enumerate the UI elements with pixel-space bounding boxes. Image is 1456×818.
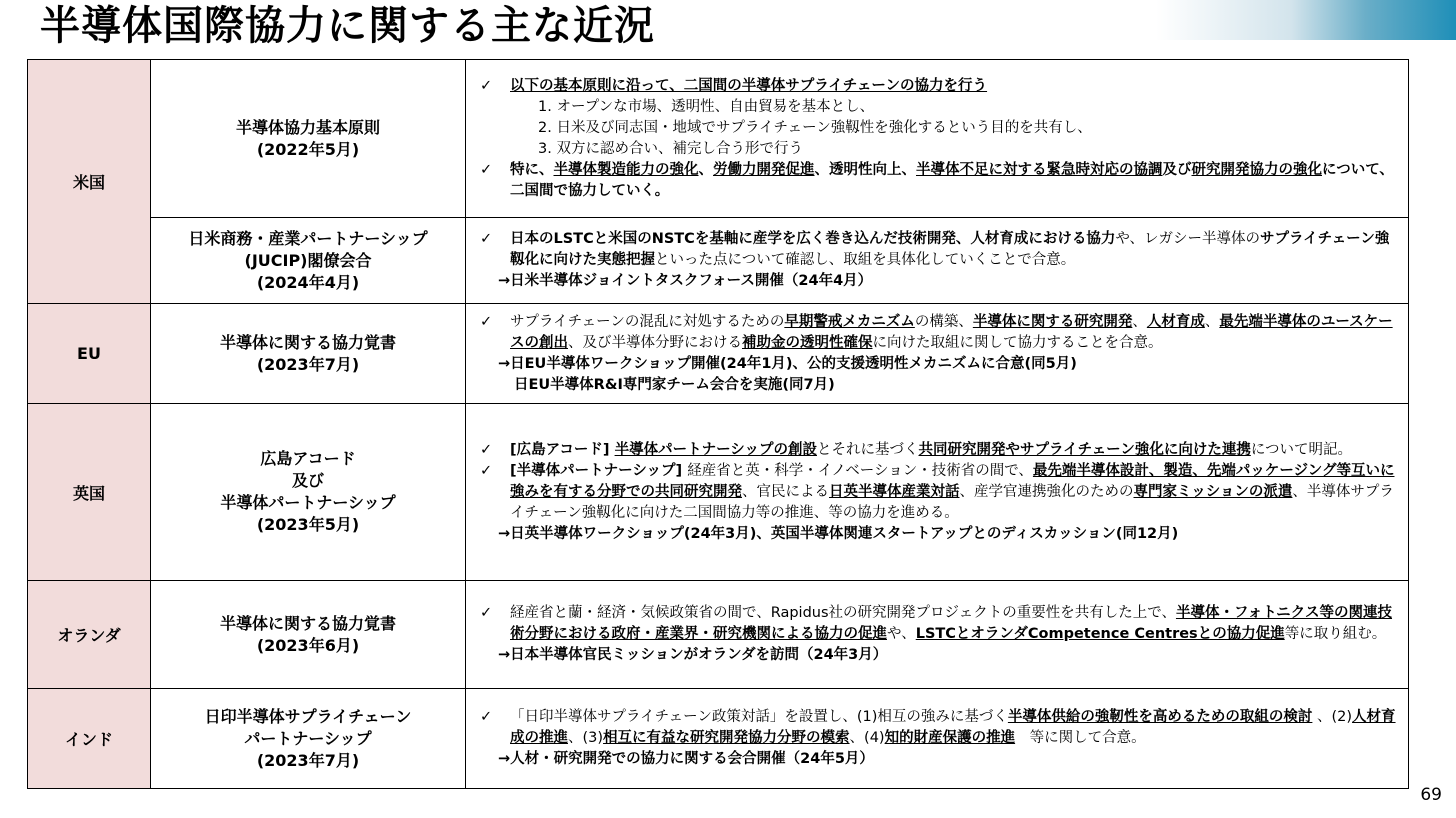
country-cell-uk: 英国 — [28, 404, 151, 581]
agreement-date: (2024年4月) — [256, 272, 360, 292]
detail-cell — [466, 404, 1409, 581]
check-item: ✓ 日本のLSTCと米国のNSTCを基軸に産学を広く巻き込んだ技術開発、人材育成における協力や、レガシー半導体のサプライチェーン強靱化に向けた実態把握といった点について確認し、取組を具体化していくことで合意。 — [480, 231, 1390, 268]
checkmark-icon: ✓ — [480, 313, 493, 330]
check-item: ✓ 経産省と蘭・経済・気候政策省の間で、Rapidus社の研究開発プロジェクトの重要性を共有した上で、半導体・フォトニクス等の関連技術分野における政府・産業界・研究機関による協力の促進や、LSTCとオランダCompetence Centresとの協力促進等に取り組む。 — [480, 605, 1393, 642]
header-accent-gradient — [1156, 0, 1456, 40]
detail-cell — [466, 689, 1409, 789]
checkmark-icon: ✓ — [480, 709, 493, 725]
agreement-cell — [151, 689, 466, 789]
agreement-name: 日印半導体サプライチェーン — [204, 706, 412, 726]
agreement-cell — [151, 304, 466, 404]
checkmark-icon: ✓ — [480, 77, 493, 94]
agreement-cell — [151, 581, 466, 689]
followup-note: →日英半導体ワークショップ(24年3月)、英国半導体関連スタートアップとのディスカッション(同12月) — [498, 525, 1179, 542]
followup-note: →人材・研究開発での協力に関する会合開催（24年5月） — [498, 751, 874, 767]
agreement-name: 半導体パートナーシップ — [220, 493, 396, 512]
agreement-cell — [151, 218, 466, 304]
country-cell-india: インド — [28, 689, 151, 789]
checkmark-icon: ✓ — [480, 605, 493, 621]
agreement-name: 及び — [291, 471, 324, 490]
agreement-cell — [151, 404, 466, 581]
agreement-date: (2023年7月) — [256, 354, 360, 374]
check-item: ✓ [半導体パートナーシップ] 経産省と英・科学・イノベーション・技術省の間で、最先端半導体設計、製造、先端パッケージング等互いに強みを有する分野での共同研究開発、官民による日英半導体産業対話、産学官連携強化のための専門家ミッションの派遣、半導体サプライチェーン強靱化に向けた二国間協力等の推進、等の協力を進める。 — [480, 462, 1395, 521]
checkmark-icon: ✓ — [480, 441, 493, 458]
page-number: 69 — [1420, 785, 1442, 805]
agreement-date: (2023年7月) — [256, 750, 360, 770]
table-row-eu — [28, 304, 1409, 404]
table-row-uk — [28, 404, 1409, 581]
checkmark-icon: ✓ — [480, 231, 493, 247]
country-cell-netherlands: オランダ — [28, 581, 151, 689]
page-title: 半導体国際協力に関する主な近況 — [40, 3, 655, 49]
agreement-name: 半導体に関する協力覚書 — [219, 613, 396, 633]
agreement-name: 広島アコード — [260, 449, 356, 468]
cooperation-table — [27, 59, 1409, 789]
followup-note: →日EU半導体ワークショップ開催(24年1月)、公的支援透明性メカニズムに合意(同5月) — [498, 355, 1077, 372]
agreement-name: 半導体に関する協力覚書 — [219, 332, 396, 352]
detail-cell — [466, 304, 1409, 404]
country-cell-us: 米国 — [28, 60, 151, 304]
followup-note: 日EU半導体R&I専門家チーム会合を実施(同7月) — [514, 376, 835, 393]
check-text: 以下の基本原則に沿って、二国間の半導体サプライチェーンの協力を行う — [510, 77, 988, 94]
sub-item: 1. オープンな市場、透明性、自由貿易を基本とし、 — [538, 98, 875, 115]
followup-note: →日米半導体ジョイントタスクフォース開催（24年4月） — [498, 273, 873, 289]
check-item — [480, 76, 1398, 97]
agreement-cell — [151, 60, 466, 218]
followup-note: →日本半導体官民ミッションがオランダを訪問（24年3月） — [498, 647, 888, 663]
check-item: ✓ [広島アコード] 半導体パートナーシップの創設とそれに基づく共同研究開発やサプライチェーン強化に向けた連携について明記。 — [480, 440, 1398, 461]
agreement-name: 半導体協力基本原則 — [235, 117, 380, 137]
table-row-netherlands — [28, 581, 1409, 689]
sub-item: 3. 双方に認め合い、補完し合う形で行う — [538, 140, 803, 157]
agreement-name: パートナーシップ — [244, 728, 372, 748]
table-row-us-2 — [28, 218, 1409, 304]
agreement-date: (2023年5月) — [256, 515, 360, 534]
sub-item: 2. 日米及び同志国・地域でサプライチェーン強靱性を強化するという目的を共有し、 — [538, 119, 1092, 136]
checkmark-icon: ✓ — [480, 161, 493, 178]
detail-cell — [466, 60, 1409, 218]
detail-cell — [466, 218, 1409, 304]
check-item: ✓ 特に、半導体製造能力の強化、労働力開発促進、透明性向上、半導体不足に対する緊急時対応の協調及び研究開発協力の強化について、二国間で協力していく。 — [480, 161, 1394, 199]
country-cell-eu: EU — [28, 304, 151, 404]
detail-cell — [466, 581, 1409, 689]
check-item: ✓ サプライチェーンの混乱に対処するための早期警戒メカニズムの構築、半導体に関する研究開発、人材育成、最先端半導体のユースケースの創出、及び半導体分野における補助金の透明性確保に向けた取組に関して協力することを合意。 — [480, 313, 1393, 351]
agreement-name: (JUCIP)閣僚会合 — [244, 250, 372, 270]
table-row-india — [28, 689, 1409, 789]
agreement-date: (2023年6月) — [256, 635, 360, 655]
checkmark-icon: ✓ — [480, 462, 493, 479]
agreement-name: 日米商務・産業パートナーシップ — [188, 228, 428, 248]
agreement-date: (2022年5月) — [256, 139, 360, 159]
table-row-us-1 — [28, 60, 1409, 218]
check-item: ✓ 「日印半導体サプライチェーン政策対話」を設置し、(1)相互の強みに基づく半導体供給の強靭性を高めるための取組の検討 、(2)人材育成の推進、(3)相互に有益な研究開発協力分野の模索、(4)知的財産保護の推進 等に関して合意。 — [480, 709, 1396, 746]
